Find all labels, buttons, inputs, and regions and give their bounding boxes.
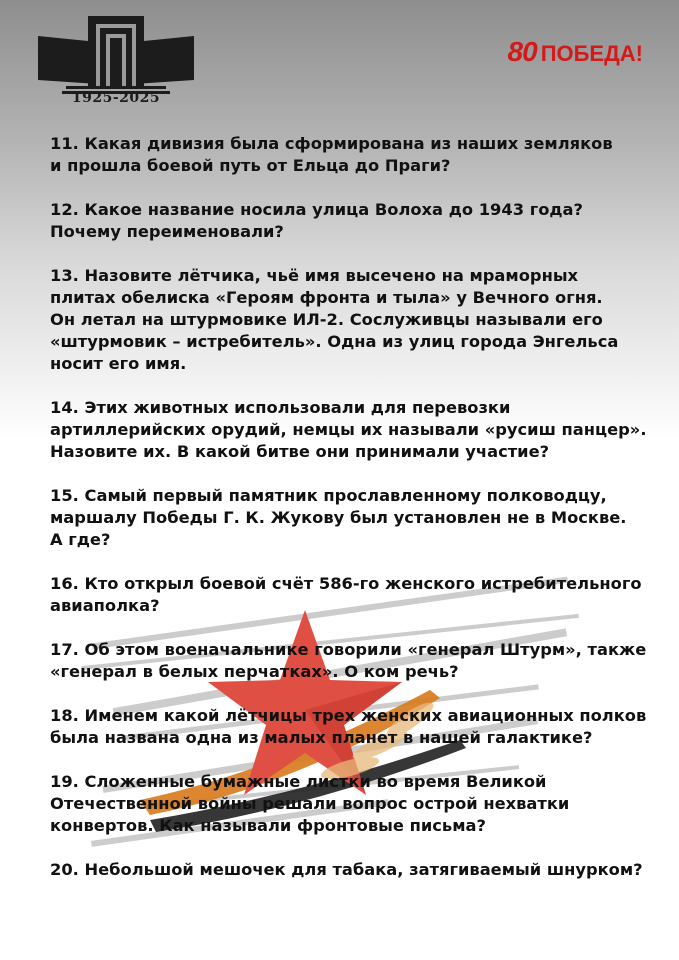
logo-year: 1925-2025: [71, 90, 161, 106]
question-18: [50, 705, 660, 749]
question-line: 12. Какое название носила улица Волоха до 1943 года?: [50, 200, 583, 219]
question-17: [50, 639, 660, 683]
question-line: 15. Самый первый памятник прославленному полководцу,: [50, 486, 607, 505]
question-line: 20. Небольшой мешочек для табака, затягиваемый шнурком?: [50, 860, 643, 879]
question-line: «штурмовик – истребитель». Одна из улиц города Энгельса: [50, 332, 619, 351]
question-line: 14. Этих животных использовали для перевозки: [50, 398, 511, 417]
question-line: А где?: [50, 530, 111, 549]
question-line: 13. Назовите лётчика, чьё имя высечено на мраморных: [50, 266, 579, 285]
question-line: 11. Какая дивизия была сформирована из наших земляков: [50, 134, 613, 153]
question-line: «генерал в белых перчатках». О ком речь?: [50, 662, 459, 681]
brand-word: ПОБЕДА!: [540, 41, 643, 66]
question-16: [50, 573, 660, 617]
question-line: авиаполка?: [50, 596, 160, 615]
question-line: Он летал на штурмовике ИЛ-2. Сослуживцы называли его: [50, 310, 603, 329]
question-line: носит его имя.: [50, 354, 187, 373]
question-13: [50, 265, 660, 375]
question-line: и прошла боевой путь от Ельца до Праги?: [50, 156, 451, 175]
question-20: [50, 859, 660, 881]
question-line: 16. Кто открыл боевой счёт 586-го женского истребительного: [50, 574, 642, 593]
quiz-questions: [50, 133, 660, 903]
question-14: [50, 397, 660, 463]
question-line: 19. Сложенные бумажные листки во время Великой: [50, 772, 547, 791]
question-line: плитах обелиска «Героям фронта и тыла» у Вечного огня.: [50, 288, 603, 307]
question-15: [50, 485, 660, 551]
question-line: маршалу Победы Г. К. Жукову был установлен не в Москве.: [50, 508, 627, 527]
question-line: Почему переименовали?: [50, 222, 284, 241]
question-line: Отечественной войны решали вопрос острой нехватки: [50, 794, 570, 813]
question-11: [50, 133, 660, 177]
page-header: [0, 0, 679, 120]
question-19: [50, 771, 660, 837]
question-12: [50, 199, 660, 243]
question-line: была названа одна из малых планет в нашей галактике?: [50, 728, 593, 747]
question-line: Назовите их. В какой битве они принимали участие?: [50, 442, 550, 461]
question-line: артиллерийских орудий, немцы их называли «русиш панцер».: [50, 420, 647, 439]
brand-number: 80: [507, 36, 537, 67]
victory-80-brand: [508, 36, 643, 68]
question-line: 18. Именем какой лётчицы трех женских авиационных полков: [50, 706, 647, 725]
question-line: конвертов. Как называли фронтовые письма?: [50, 816, 486, 835]
question-line: 17. Об этом военачальнике говорили «генерал Штурм», также: [50, 640, 647, 659]
